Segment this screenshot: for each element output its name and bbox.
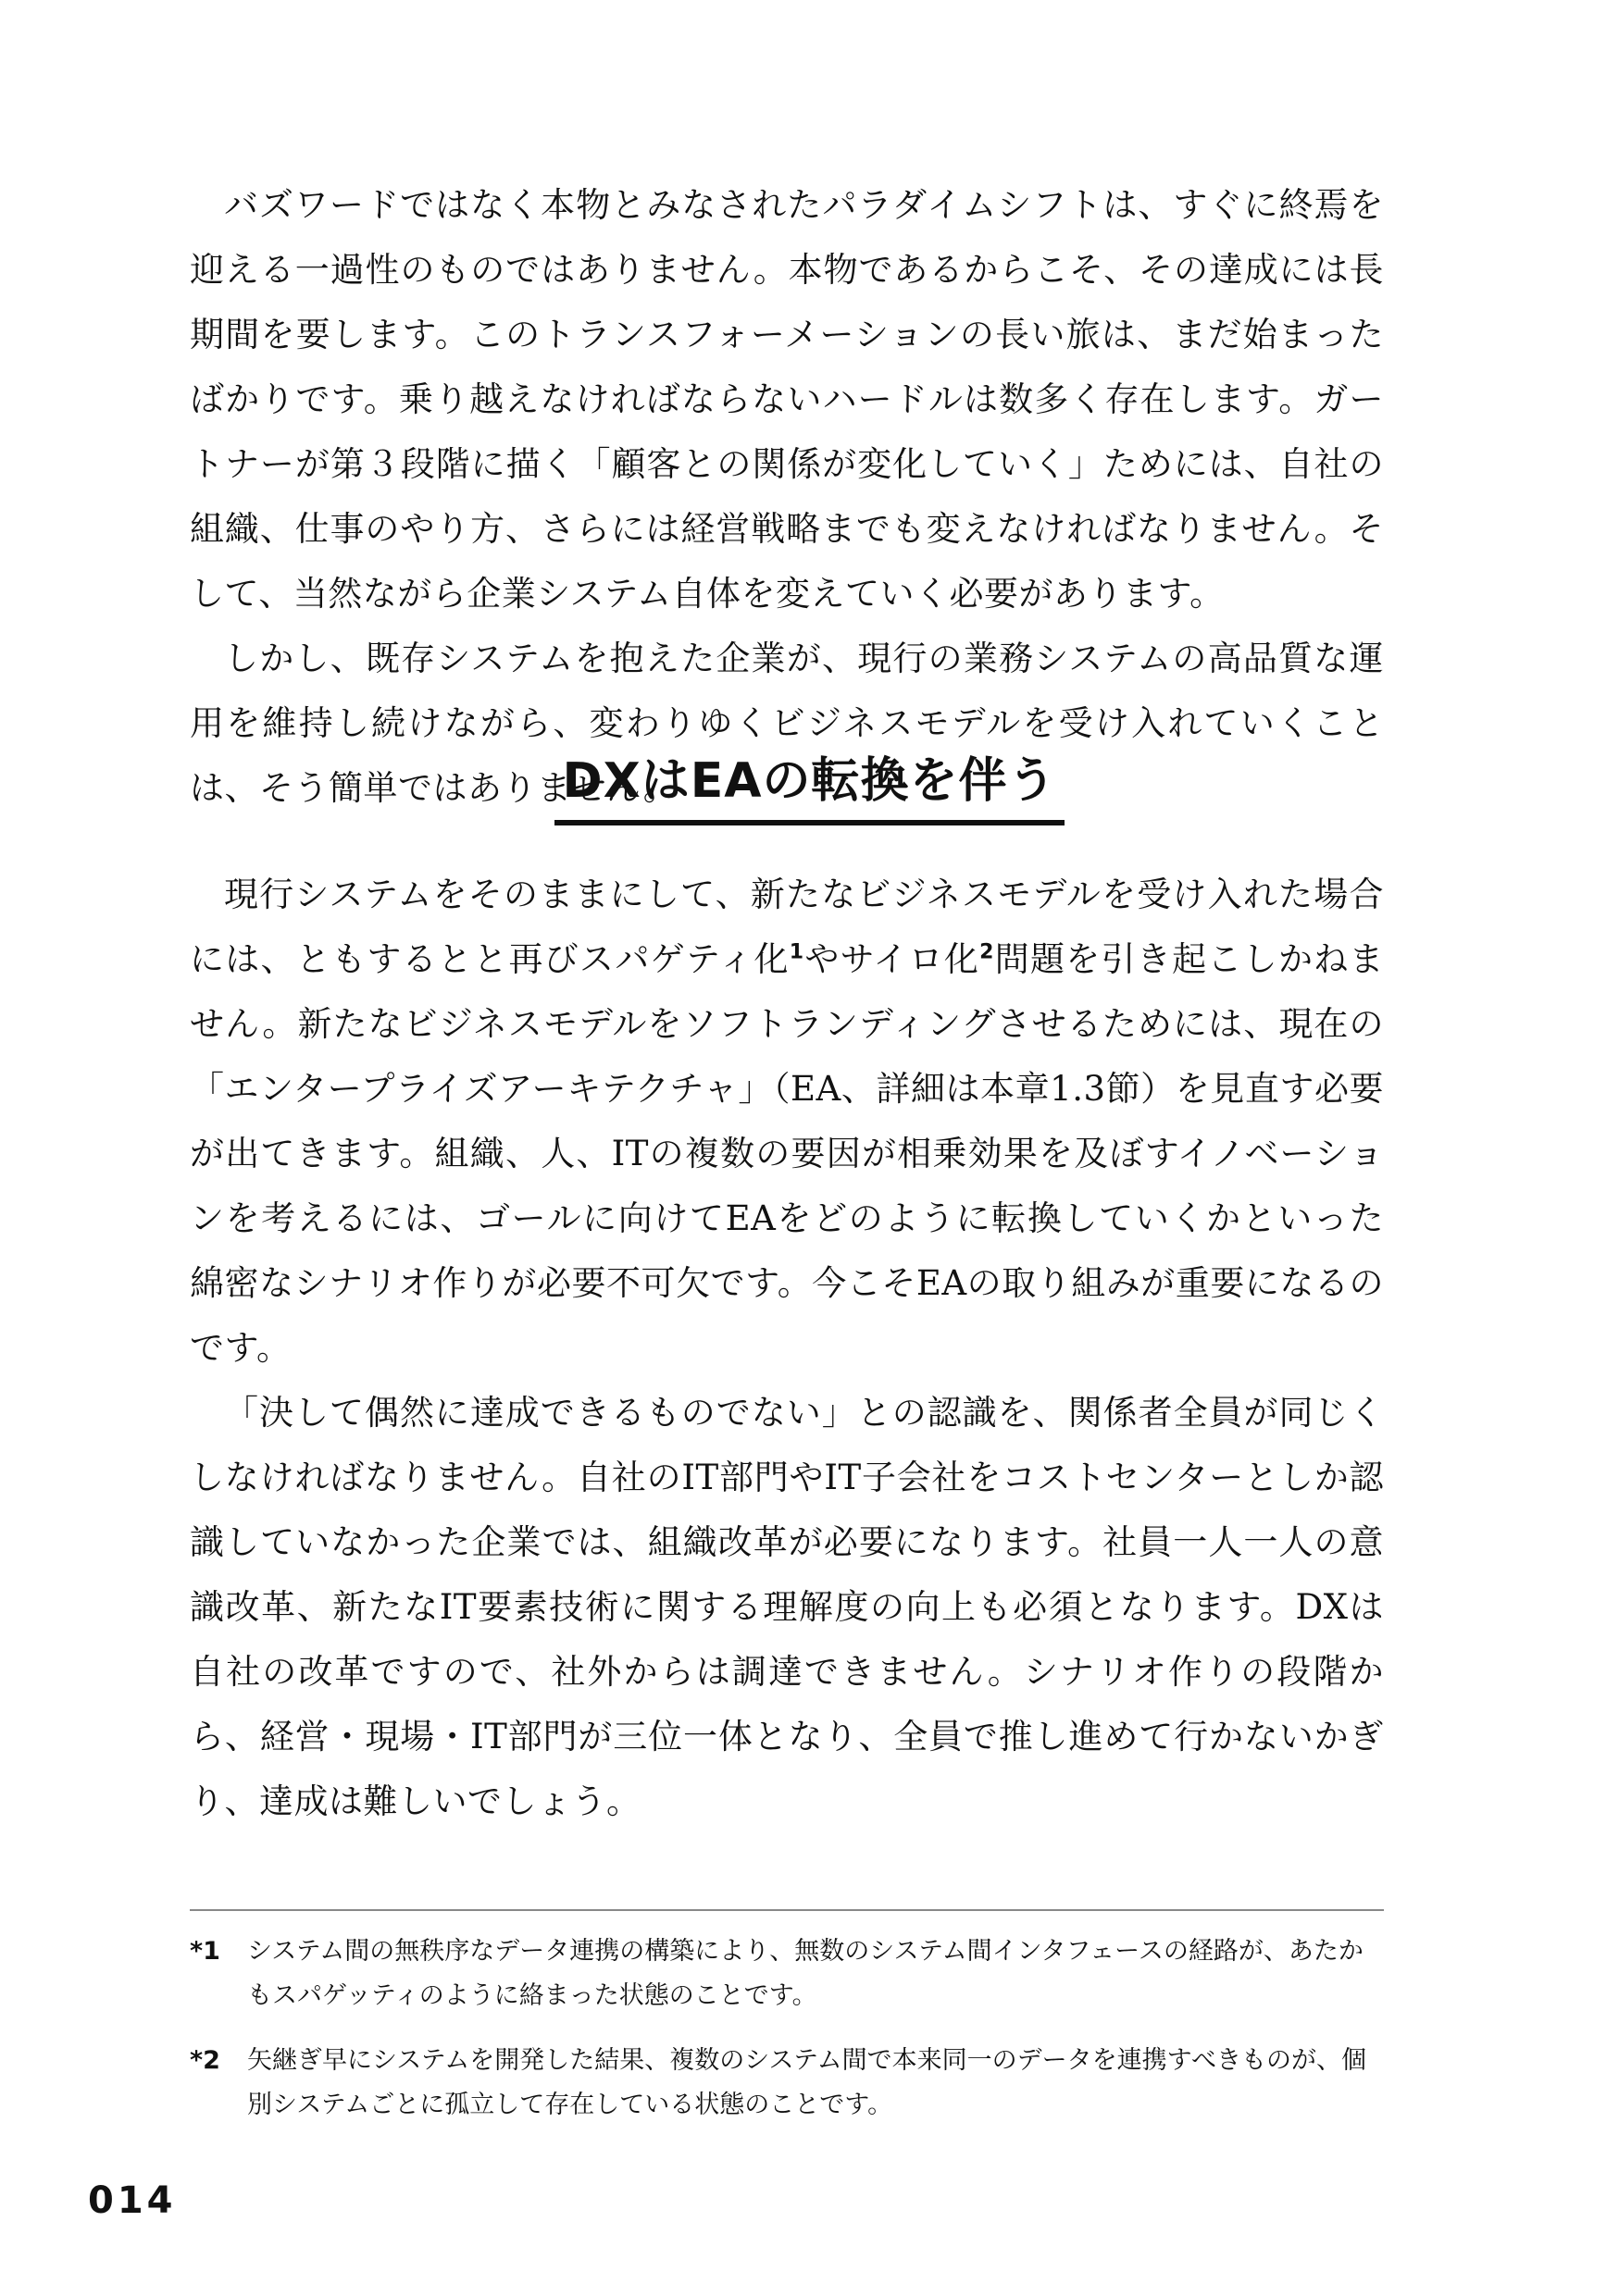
footnotes bbox=[190, 1930, 1384, 2148]
page-number: 014 bbox=[88, 2179, 177, 2222]
section-paragraph-1-part-a: 現行システムをそのままにして、新たなビジネスモデルを受け入れた場合には、ともするとと再びスパゲティ化 bbox=[190, 875, 1384, 979]
footnote-1 bbox=[190, 1930, 1384, 2018]
section-paragraph-1-part-c: 問題を引き起こしかねません。新たなビジネスモデルをソフトランディングさせるためには、現在の「エンタープライズアーキテクチャ」（EA、詳細は本章1.3節）を見直す必要が出てきます。組織、人、ITの複数の要因が相乗効果を及ぼすイノベーションを考えるには、ゴールに向けてEAをどのように転換していくかといった綿密なシナリオ作りが必要不可欠です。今こそEAの取り組みが重要になるのです。 bbox=[190, 939, 1384, 1368]
section-paragraph-1-part-b: やサイロ化 bbox=[803, 939, 980, 979]
intro-text bbox=[190, 173, 1384, 821]
section-heading-wrap bbox=[0, 751, 1619, 825]
footnote-mark: *2 bbox=[190, 2046, 220, 2075]
footnote-ref-2[interactable]: 2 bbox=[979, 940, 994, 964]
section-paragraph-1 bbox=[190, 863, 1384, 1381]
section-paragraph-2: 「決して偶然に達成できるものでない」との認識を、関係者全員が同じくしなければなりません。自社のIT部門やIT子会社をコストセンターとしか認識していなかった企業では、組織改革が必要になります。社員一人一人の意識改革、新たなIT要素技術に関する理解度の向上も必須となります。DXは自社の改革ですので、社外からは調達できません。シナリオ作りの段階から、経営・現場・IT部門が三位一体となり、全員で推し進めて行かないかぎり、達成は難しいでしょう。 bbox=[190, 1393, 1384, 1821]
section-text bbox=[190, 863, 1384, 1834]
footnote-divider bbox=[190, 1909, 1384, 1911]
footnote-2 bbox=[190, 2039, 1384, 2128]
footnote-text: 矢継ぎ早にシステムを開発した結果、複数のシステム間で本来同一のデータを連携すべきものが、個別システムごとに孤立して存在している状態のことです。 bbox=[247, 2046, 1367, 2119]
section-heading: DXはEAの転換を伴う bbox=[554, 751, 1064, 825]
footnote-ref-1[interactable]: 1 bbox=[789, 940, 804, 964]
footnote-text: システム間の無秩序なデータ連携の構築により、無数のシステム間インタフェースの経路が、あたかもスパゲッティのように絡まった状態のことです。 bbox=[247, 1937, 1364, 2010]
footnote-mark: *1 bbox=[190, 1937, 220, 1966]
intro-paragraph-2: しかし、既存システムを抱えた企業が、現行の業務システムの高品質な運用を維持し続けながら、変わりゆくビジネスモデルを受け入れていくことは、そう簡単ではありません。 bbox=[190, 639, 1384, 808]
intro-paragraph-1: バズワードではなく本物とみなされたパラダイムシフトは、すぐに終焉を迎える一過性のものではありません。本物であるからこそ、その達成には長期間を要します。このトランスフォーメーションの長い旅は、まだ始まったばかりです。乗り越えなければならないハードルは数多く存在します。ガートナーが第３段階に描く「顧客との関係が変化していく」ためには、自社の組織、仕事のやり方、さらには経営戦略までも変えなければなりません。そして、当然ながら企業システム自体を変えていく必要があります。 bbox=[190, 185, 1384, 614]
